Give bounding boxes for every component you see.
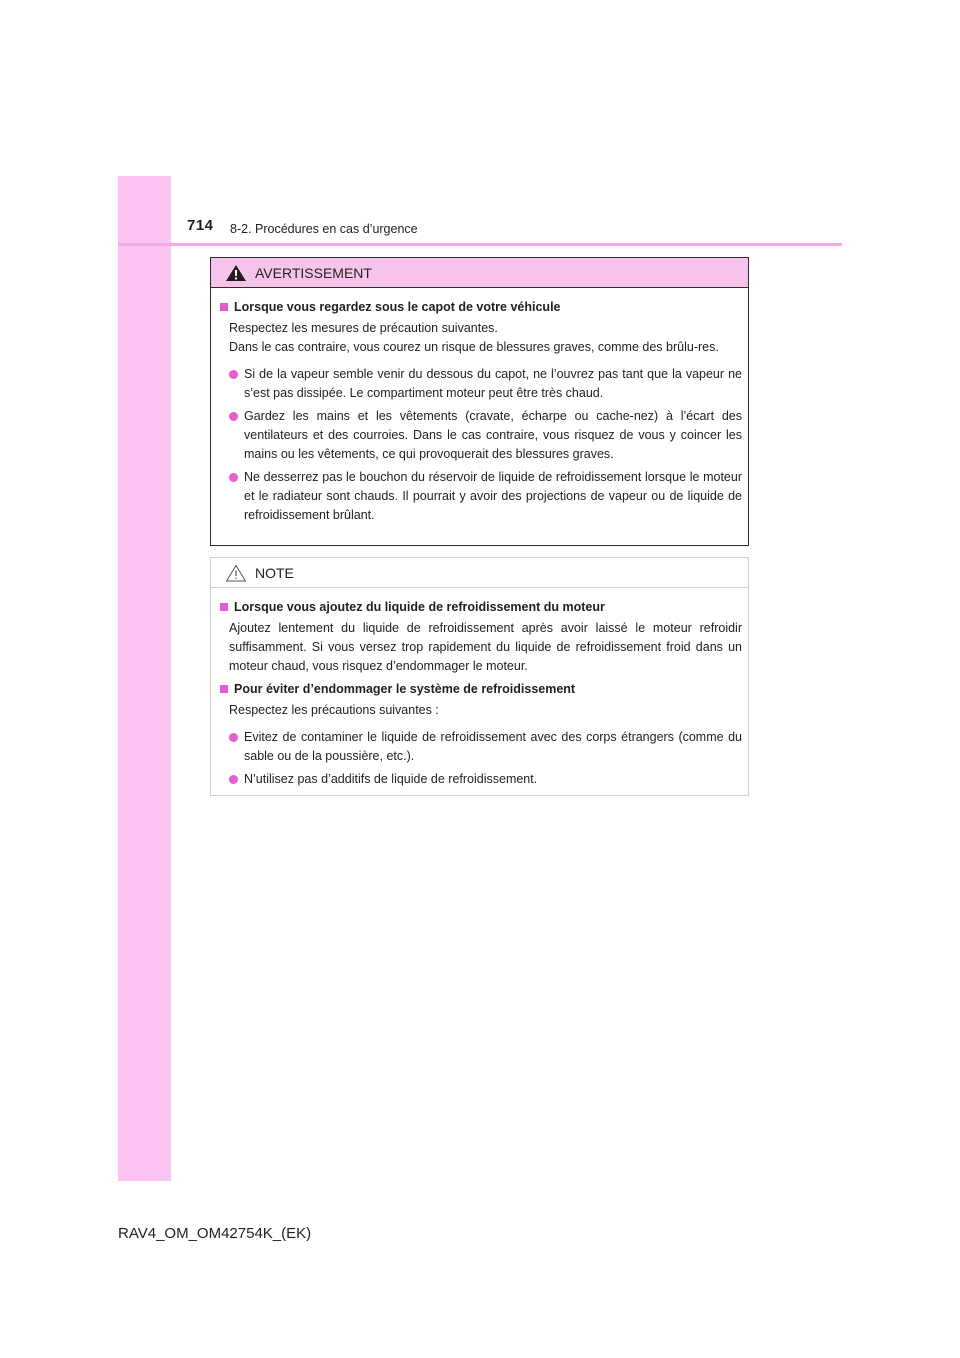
- warning-intro-line2: Dans le cas contraire, vous courez un risque de blessures graves, comme des brûlu-res.: [229, 340, 719, 354]
- note-box: [210, 557, 749, 796]
- note-box-header: [211, 558, 748, 588]
- chapter-sidebar-tab: [118, 176, 171, 1181]
- note-bullet-text: Evitez de contaminer le liquide de refroidissement avec des corps étrangers (comme du sable ou de la poussière, etc.).: [244, 730, 742, 763]
- warning-bullet: [220, 407, 742, 464]
- warning-box: [210, 257, 749, 546]
- note-bullet-text: N’utilisez pas d’additifs de liquide de refroidissement.: [244, 772, 538, 786]
- round-bullet-icon: [229, 775, 238, 784]
- document-code: RAV4_OM_OM42754K_(EK): [118, 1225, 312, 1242]
- note-heading-2-text: Pour éviter d’endommager le système de refroidissement: [234, 682, 576, 696]
- header-rule: [118, 243, 842, 246]
- warning-bullet-text: Ne desserrez pas le bouchon du réservoir de liquide de refroidissement lorsque le moteur et le radiateur sont chauds. Il pourrait y avoir des projections de vapeur ou de liquide de refroidissement brûlant.: [244, 470, 742, 522]
- round-bullet-icon: [229, 733, 238, 742]
- warning-bullet: [220, 468, 742, 525]
- note-paragraph: Ajoutez lentement du liquide de refroidissement après avoir laissé le moteur refroidir suffisamment. Si vous versez trop rapidement du liquide de refroidissement froid dans un moteur chaud, vous risquez d’endommager le moteur.: [229, 621, 742, 673]
- warning-heading: [220, 298, 742, 317]
- warning-box-title: AVERTISSEMENT: [255, 264, 372, 281]
- warning-intro-line1: Respectez les mesures de précaution suivantes.: [229, 321, 498, 335]
- note-heading-1: [220, 598, 742, 617]
- warning-heading-text: Lorsque vous regardez sous le capot de votre véhicule: [234, 300, 561, 314]
- note-bullet: [220, 728, 742, 766]
- note-heading-2: [220, 680, 742, 699]
- note-heading-1-text: Lorsque vous ajoutez du liquide de refroidissement du moteur: [234, 600, 605, 614]
- caution-triangle-outline-icon: [225, 564, 247, 582]
- round-bullet-icon: [229, 412, 238, 421]
- square-bullet-icon: [220, 685, 228, 693]
- warning-bullet: [220, 365, 742, 403]
- square-bullet-icon: [220, 303, 228, 311]
- round-bullet-icon: [229, 473, 238, 482]
- warning-box-header: [211, 258, 748, 288]
- note-bullet: [220, 770, 742, 789]
- page-number: 714: [187, 217, 214, 234]
- warning-bullet-text: Gardez les mains et les vêtements (cravate, écharpe ou cache-nez) à l’écart des ventilateurs et des courroies. Dans le cas contraire, vous risquez de vous y coincer les mains ou les vêtements, ce qui provoquerait des blessures graves.: [244, 409, 742, 461]
- note-intro: Respectez les précautions suivantes :: [229, 703, 439, 717]
- warning-bullet-text: Si de la vapeur semble venir du dessous du capot, ne l’ouvrez pas tant que la vapeur ne s’est pas dissipée. Le compartiment moteur peut être très chaud.: [244, 367, 742, 400]
- note-box-title: NOTE: [255, 564, 294, 581]
- warning-triangle-icon: [225, 264, 247, 282]
- square-bullet-icon: [220, 603, 228, 611]
- round-bullet-icon: [229, 370, 238, 379]
- section-title: 8-2. Procédures en cas d’urgence: [230, 222, 418, 236]
